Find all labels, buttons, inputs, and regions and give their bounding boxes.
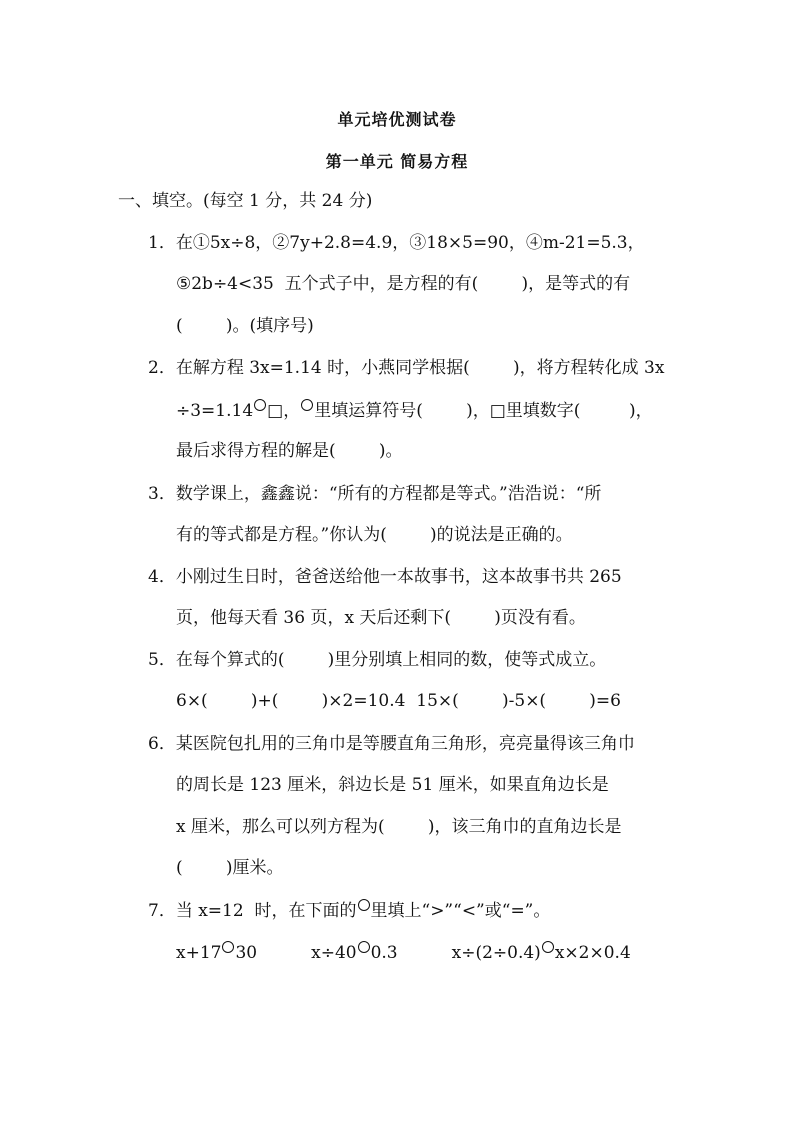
question-3-line-1: 3．数学课上，鑫鑫说：“所有的方程都是等式。”浩浩说：“所: [148, 484, 602, 504]
question-5-line-1: 5．在每个算式的( )里分别填上相同的数，使等式成立。: [148, 650, 607, 670]
question-5-line-2: 6×( )+( )×2=10.4 15×( )-5×( )=6: [176, 691, 621, 711]
question-1-line-2: ⑤2b÷4<35 五个式子中，是方程的有( )，是等式的有: [176, 274, 631, 294]
section-heading: 一、填空。(每空 1 分，共 24 分): [118, 191, 373, 211]
question-4-line-1: 4．小刚过生日时，爸爸送给他一本故事书，这本故事书共 265: [148, 567, 622, 587]
question-2-line-2: ÷3=1.14 □， 里填运算符号( )，□里填数字( )，: [176, 401, 653, 421]
question-2-line-1: 2．在解方程 3x=1.14 时，小燕同学根据( )，将方程转化成 3x: [148, 358, 665, 378]
question-3-line-2: 有的等式都是方程。”你认为( )的说法是正确的。: [176, 525, 573, 545]
question-6-line-1: 6．某医院包扎用的三角巾是等腰直角三角形，亮亮量得该三角巾: [148, 734, 635, 754]
document-title: 单元培优测试卷: [337, 110, 457, 129]
question-7-comparisons: x+17 30 x÷40 0.3 x÷(2÷0.4) x×2×0.4: [176, 943, 631, 963]
question-6-line-4: ( )厘米。: [176, 858, 284, 878]
circle-blank-icon: [254, 399, 266, 411]
unit-subtitle: 第一单元 简易方程: [325, 152, 469, 171]
circle-blank-icon: [222, 941, 234, 953]
question-1-line-3: ( )。(填序号): [176, 316, 314, 336]
circle-blank-icon: [358, 941, 370, 953]
question-6-line-3: x 厘米，那么可以列方程为( )，该三角巾的直角边长是: [176, 817, 622, 837]
question-1-line-1: 1．在①5x÷8，②7y+2.8=4.9，③18×5=90，④m-21=5.3，: [148, 233, 645, 253]
question-2-line-3: 最后求得方程的解是( )。: [176, 441, 403, 461]
circle-blank-icon: [358, 899, 370, 911]
question-7-line-1: 7．当 x=12 时，在下面的 里填上“>”“<”或“=”。: [148, 901, 551, 921]
question-4-line-2: 页，他每天看 36 页，x 天后还剩下( )页没有看。: [176, 608, 586, 628]
circle-blank-icon: [301, 399, 313, 411]
circle-blank-icon: [542, 941, 554, 953]
question-6-line-2: 的周长是 123 厘米，斜边长是 51 厘米，如果直角边长是: [176, 775, 609, 795]
